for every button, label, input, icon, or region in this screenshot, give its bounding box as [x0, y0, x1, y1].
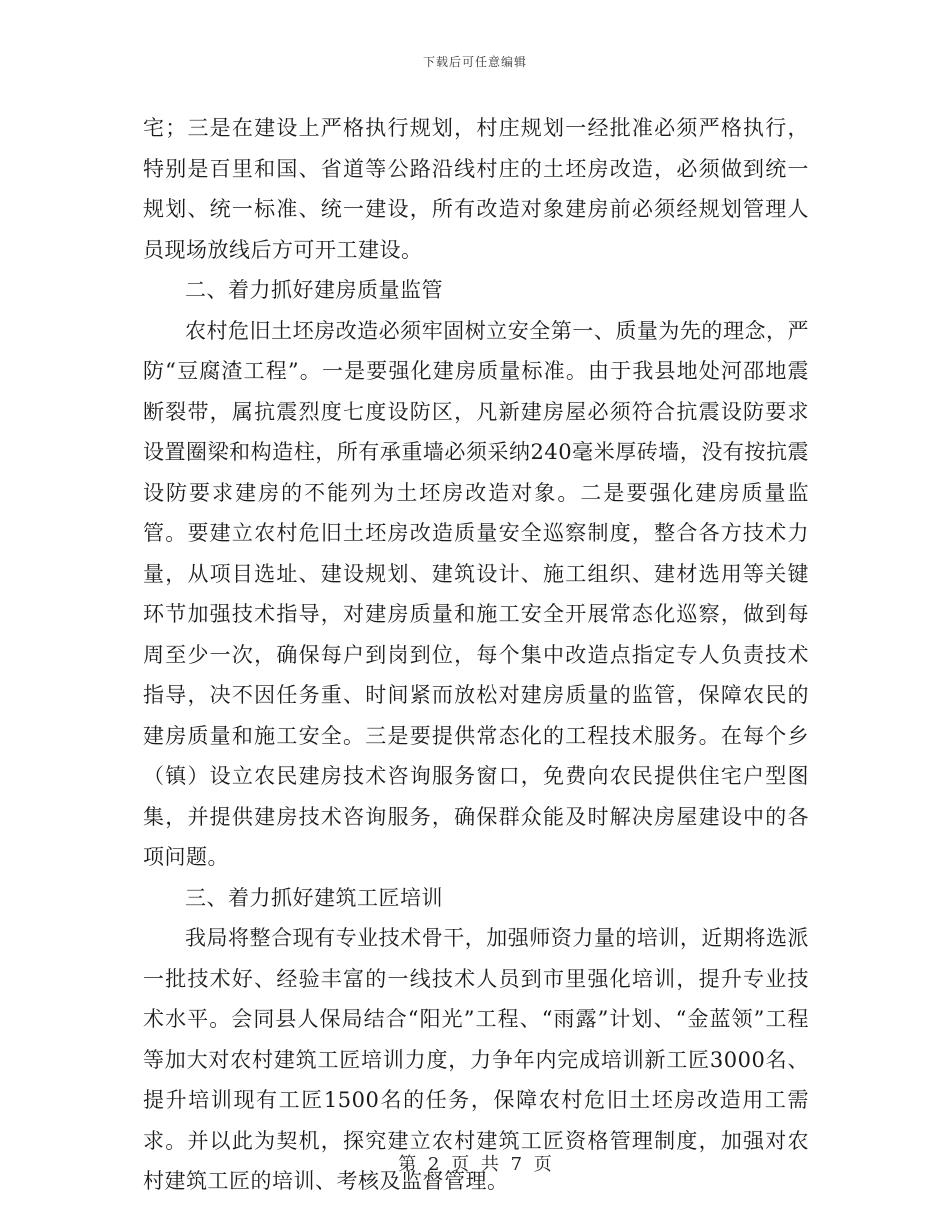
paragraph-continuation: 宅；三是在建设上严格执行规划，村庄规划一经批准必须严格执行，特别是百里和国、省道等公路沿线村庄的土坯房改造，必须做到统一规划、统一标准、统一建设，所有改造对象建房前必须经规划管理人员现场放线后方可开工建设。	[143, 116, 809, 262]
page-number-footer: 第 2 页 共 7 页	[398, 1154, 552, 1175]
document-body	[143, 108, 809, 1202]
section-heading-3: 三、着力抓好建筑工匠培训	[185, 885, 443, 910]
page-header-note: 下载后可任意编辑	[422, 55, 527, 69]
paragraph-quality-supervision: 农村危旧土坯房改造必须牢固树立安全第一、质量为先的理念，严防“豆腐渣工程”。一是要强化建房质量标准。由于我县地处河邵地震断裂带，属抗震烈度七度设防区，凡新建房屋必须符合抗震设防要求设置圈梁和构造柱，所有承重墙必须采纳240毫米厚砖墙，没有按抗震设防要求建房的不能列为土坯房改造对象。二是要强化建房质量监管。要建立农村危旧土坯房改造质量安全巡察制度，整合各方技术力量，从项目选址、建设规划、建筑设计、施工组织、建材选用等关键环节加强技术指导，对建房质量和施工安全开展常态化巡察，做到每周至少一次，确保每户到岗到位，每个集中改造点指定专人负责技术指导，决不因任务重、时间紧而放松对建房质量的监管，保障农民的建房质量和施工安全。三是要提供常态化的工程技术服务。在每个乡（镇）设立农民建房技术咨询服务窗口，免费向农民提供住宅户型图集，并提供建房技术咨询服务，确保群众能及时解决房屋建设中的各项问题。	[143, 318, 809, 869]
section-heading-2: 二、着力抓好建房质量监管	[185, 278, 443, 302]
paragraph-craftsman-training: 我局将整合现有专业技术骨干，加强师资力量的培训，近期将选派一批技术好、经验丰富的一线技术人员到市里强化培训，提升专业技术水平。会同县人保局结合“阳光”工程、“雨露”计划、“金蓝领”工程等加大对农村建筑工匠培训力度，力争年内完成培训新工匠3000名、提升培训现有工匠1500名的任务，保障农村危旧土坯房改造用工需求。并以此为契机，探究建立农村建筑工匠资格管理制度，加强对农村建筑工匠的培训、考核及监督管理。	[143, 926, 809, 1193]
